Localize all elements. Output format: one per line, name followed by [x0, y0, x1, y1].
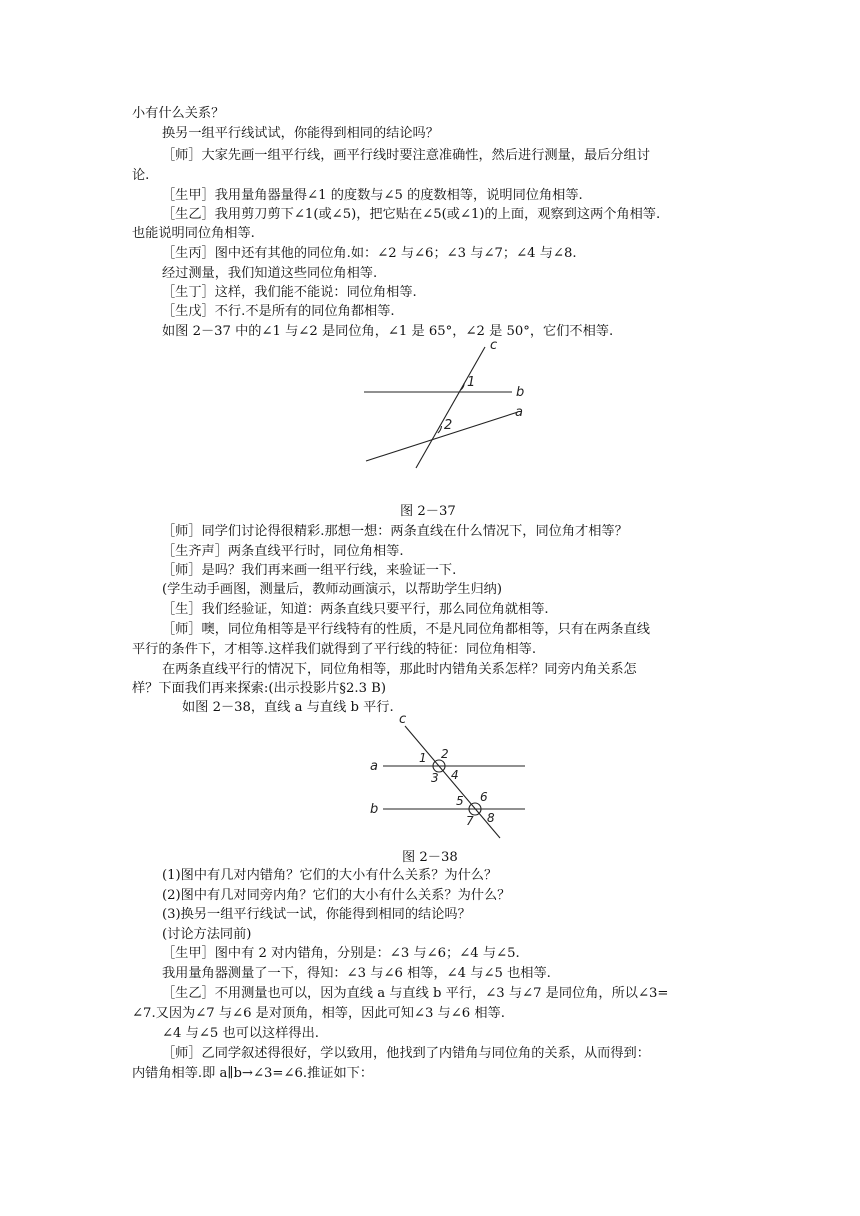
line-a: [366, 412, 518, 461]
text-line: 在两条直线平行的情况下，同位角相等，那此时内错角关系怎样？同旁内角关系怎: [162, 662, 637, 677]
text-line: ［生乙］我用剪刀剪下∠1(或∠5)，把它贴在∠5(或∠1)的上面，观察到这两个角相等.: [162, 207, 661, 222]
text-line: 内错角相等.即 a∥b→∠3=∠6.推证如下：: [132, 1066, 374, 1081]
text-line: 经过测量，我们知道这些同位角相等.: [162, 266, 378, 281]
text-line: ∠7.又因为∠7 与∠6 是对顶角，相等，因此可知∠3 与∠6 相等.: [132, 1006, 505, 1021]
figure-2-38-caption: 图 2－38: [402, 850, 458, 865]
text-line: (3)换另一组平行线试一试，你能得到相同的结论吗？: [162, 907, 471, 922]
text-line: (1)图中有几对内错角？它们的大小有什么关系？为什么？: [162, 868, 498, 883]
label-angle-1: 1: [467, 375, 476, 390]
text-line: 也能说明同位角相等.: [132, 226, 255, 241]
text-line: ［生甲］图中有 2 对内错角，分别是：∠3 与∠6；∠4 与∠5.: [162, 946, 520, 961]
text-line: ［生丁］这样，我们能不能说：同位角相等.: [162, 285, 417, 300]
label-angle-1: 1: [419, 751, 427, 765]
text-line: 如图 2－37 中的∠1 与∠2 是同位角，∠1 是 65°，∠2 是 50°，它们不相等.: [162, 324, 614, 339]
text-line: ［师］乙同学叙述得很好，学以致用，他找到了内错角与同位角的关系，从而得到：: [162, 1046, 650, 1061]
label-a: a: [370, 759, 378, 774]
text-line: ［生乙］不用测量也可以，因为直线 a 与直线 b 平行，∠3 与∠7 是同位角，所以∠3=: [162, 986, 669, 1001]
transversal-c: [416, 347, 485, 468]
text-line: ［生齐声］两条直线平行时，同位角相等.: [162, 544, 404, 559]
text-line: 换另一组平行线试试，你能得到相同的结论吗？: [162, 126, 439, 141]
label-angle-5: 5: [456, 794, 464, 808]
text-line: (2)图中有几对同旁内角？它们的大小有什么关系？为什么？: [162, 888, 511, 903]
label-angle-8: 8: [487, 811, 495, 825]
transversal-c: [405, 726, 500, 838]
text-line: ［师］噢，同位角相等是平行线特有的性质，不是凡同位角都相等，只有在两条直线: [162, 622, 650, 637]
label-b: b: [370, 802, 379, 817]
figure-2-37: [355, 334, 535, 470]
label-b: b: [516, 385, 525, 400]
label-angle-2: 2: [444, 418, 453, 433]
text-line: ［师］同学们讨论得很精彩.那想一想：两条直线在什么情况下，同位角才相等？: [162, 524, 628, 539]
label-angle-7: 7: [466, 814, 474, 828]
label-c: c: [399, 712, 407, 727]
text-line: ［生丙］图中还有其他的同位角.如：∠2 与∠6；∠3 与∠7；∠4 与∠8.: [162, 246, 577, 261]
label-angle-3: 3: [431, 771, 439, 785]
figure-2-37-caption: 图 2－37: [400, 504, 456, 519]
label-angle-2: 2: [441, 747, 449, 761]
text-line: 样？下面我们再来探索:(出示投影片§2.3 B): [132, 681, 386, 696]
text-line: (学生动手画图，测量后，教师动画演示，以帮助学生归纳): [162, 582, 502, 597]
text-line: ［生甲］我用量角器量得∠1 的度数与∠5 的度数相等，说明同位角相等.: [162, 188, 583, 203]
text-line: (讨论方法同前): [162, 927, 252, 942]
text-line: ［生］我们经验证，知道：两条直线只要平行，那么同位角就相等.: [162, 602, 549, 617]
figure-2-38: [365, 712, 535, 842]
label-a: a: [515, 405, 523, 420]
text-line: ［师］大家先画一组平行线，画平行线时要注意准确性，然后进行测量，最后分组讨: [162, 148, 650, 163]
text-line: 如图 2－38，直线 a 与直线 b 平行.: [182, 700, 394, 715]
label-angle-4: 4: [451, 768, 459, 782]
text-line: 小有什么关系？: [132, 106, 225, 121]
label-angle-6: 6: [480, 790, 488, 804]
text-line: 我用量角器测量了一下，得知：∠3 与∠6 相等，∠4 与∠5 也相等.: [162, 966, 551, 981]
label-c: c: [490, 338, 498, 353]
text-line: ［生戊］不行.不是所有的同位角都相等.: [162, 304, 395, 319]
text-line: 论.: [132, 168, 150, 183]
text-line: ∠4 与∠5 也可以这样得出.: [162, 1026, 319, 1041]
text-line: 平行的条件下，才相等.这样我们就得到了平行线的特征：同位角相等.: [132, 642, 537, 657]
text-line: ［师］是吗？我们再来画一组平行线，来验证一下.: [162, 563, 457, 578]
